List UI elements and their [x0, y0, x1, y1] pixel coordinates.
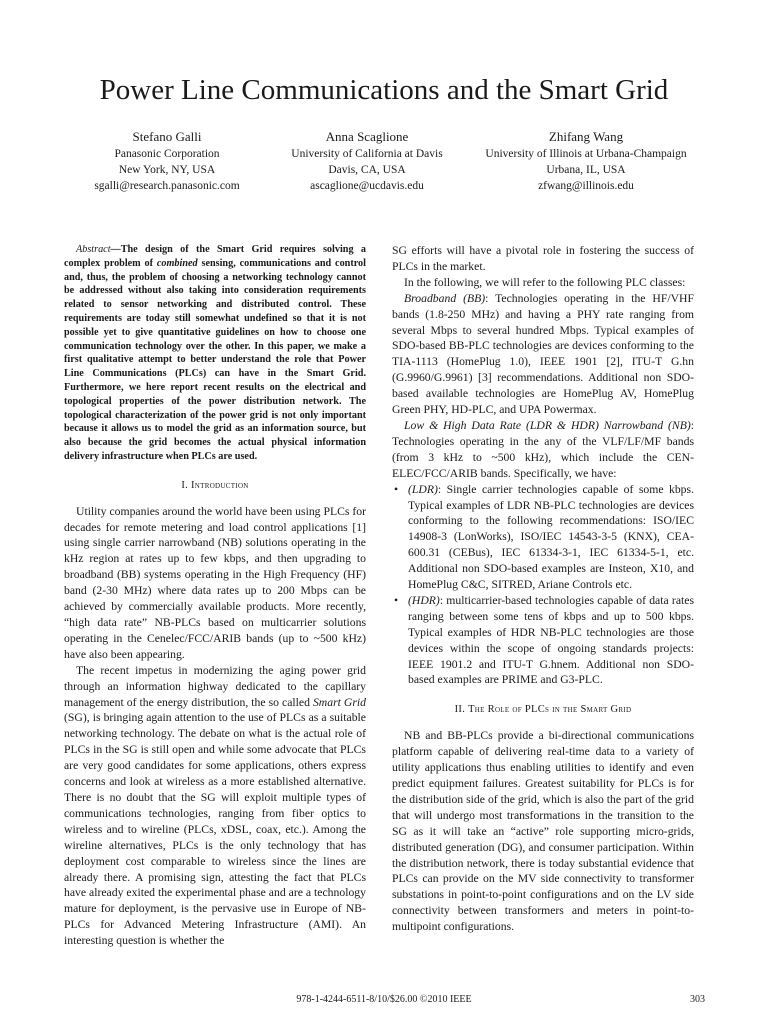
- bullet-icon: •: [394, 593, 399, 607]
- author-name: Zhifang Wang: [548, 129, 624, 144]
- paragraph-text: The recent impetus in modernizing the aging power grid through an information highway dedicated to the capillary management of the energy distribution, the so called: [64, 663, 366, 709]
- plc-classes-intro: In the following, we will refer to the following PLC classes:: [404, 275, 686, 289]
- author-email: ascaglione@ucdavis.edu: [310, 180, 424, 192]
- author-name: Stefano Galli: [132, 129, 202, 144]
- bb-definition: [392, 291, 694, 418]
- list-item: [392, 593, 694, 688]
- list-item-text: : multicarrier-based technologies capable of data rates ranging between some tens of kbps and up to 500 kbps. Typical examples of HDR NB-PLC technologies are those devices within the scope of ongoing standards projects: IEEE 1901.2 and ITU-T G.hnem. Additional non SDO-based examples are PRIME and G3-PLC.: [408, 593, 694, 687]
- intro-paragraph-1: Utility companies around the world have been using PLCs for decades for remote metering and load control applications [1] using single carrier narrowband (NB) solutions operating in the kHz region at rates up to few kbps, and then upgrading to broadband (BB) systems operating in the High Frequency (HF) band (2-30 MHz) where data rates up to 200 Mbps can be achieved by commercially available products. More recently, “high data rate” NB-PLCs based on multicarrier solutions operating in the Cenelec/FCC/ARIB bands (up to ~500 kHz) have also been appearing.: [64, 504, 366, 661]
- section-heading-introduction: [64, 478, 366, 494]
- section-title: Introduction: [191, 479, 249, 491]
- list-item-text: : Single carrier technologies capable of some kbps. Typical examples of LDR NB-PLC technologies are devices conforming to the following recommendations: ISO/IEC 14908-3 (LonWorks), ISO/IEC 14543-3-5 (KNX), CEA-600.31 (CEBus), IEC 61334-3-1, IEC 61334-5-1, etc. Additional non SDO-based examples are Insteon, X10, and HomePlug C&C, SITRED, Ariane Controls etc.: [408, 482, 694, 592]
- section-number: II.: [454, 704, 466, 716]
- paper-title: Power Line Communications and the Smart Grid: [99, 74, 669, 106]
- list-item-label: (HDR): [408, 593, 440, 607]
- author-3: [455, 128, 717, 194]
- definition-text: : Technologies operating in the HF/VHF bands (1.8-250 MHz) and having a PHY rate ranging from several Mbps to several hundred Mbps. Typical examples of SDO-based BB-PLC technologies are devices conforming to the TIA-1113 (HomePlug 1.0), IEEE 1901 [2], ITU-T G.hn (G.9960/G.9961) [3] recommendations. Additional non SDO-based available technologies are HomePlug AV, HomePlug Green PHY, HD-PLC, and UPA Powermax.: [392, 291, 694, 417]
- author-name: Anna Scaglione: [325, 129, 409, 144]
- section-title: The Role of PLCs in the Smart Grid: [468, 704, 632, 716]
- section-heading-role: [392, 702, 694, 718]
- author-affiliation: University of California at Davis: [291, 148, 443, 160]
- definition-text: : Technologies operating in the any of the VLF/LF/MF bands (from 3 kHz to ~500 kHz), which include the CEN-ELEC/FCC/ARIB bands. Specifically, we have:: [392, 418, 694, 480]
- author-location: Urbana, IL, USA: [546, 164, 626, 176]
- abstract-emphasis: combined: [156, 257, 198, 269]
- nb-definition: [392, 418, 694, 482]
- left-column: [64, 243, 366, 949]
- role-paragraph: NB and BB-PLCs provide a bi-directional communications platform capable of delivering real-time data to a variety of utility applications thus enabling utilities to identify and even predict equipment failures. Greatest suitability for PLCs is for the distribution side of the grid, which is also the part of the grid that will undergo most transformations in the transition to the SG as it will take an “active” role supporting micro-grids, distributed generation (DG), and consumer participation. Within the distribution network, there is today substantial evidence that PLCs can provide on the MV side connectivity to transformer substations in point-to-point configurations and on the LV side connectivity between transformers and meters in point-to-multipoint configurations.: [392, 729, 694, 934]
- author-1: [60, 128, 274, 194]
- author-location: Davis, CA, USA: [328, 164, 406, 176]
- intro-paragraph-2: [64, 663, 366, 949]
- bullet-icon: •: [394, 482, 399, 496]
- continued-paragraph: SG efforts will have a pivotal role in fostering the success of PLCs in the market.: [392, 244, 694, 273]
- author-affiliation: University of Illinois at Urbana-Champaign: [485, 148, 687, 160]
- page-number: 303: [690, 994, 705, 1005]
- abstract-text: The design of the Smart Grid requires solving a complex problem of: [64, 244, 366, 269]
- plc-class-list: [392, 482, 694, 689]
- abstract-dash: —: [110, 244, 121, 255]
- paragraph-emphasis: Smart Grid: [312, 695, 366, 709]
- right-column: [392, 243, 694, 935]
- abstract: [64, 243, 366, 464]
- author-2: [262, 128, 472, 194]
- list-item: [392, 482, 694, 593]
- abstract-label: Abstract: [76, 244, 111, 255]
- paragraph-text: (SG), is bringing again attention to the use of PLCs as a suitable networking technology. The debate on what is the actual role of PLCs in the SG is still open and while some advocate that PLCs are very good candidates for some applications, others express concerns and look at wireless as a more established alternative. There is no doubt that the SG will exploit multiple types of communications technologies, ranging from fiber optics to wireless and to wireline (PLCs, xDSL, coax, etc.). Among the wireline alternatives, PLCs is the only technology that has deployment cost comparable to wireless since the lines are already there. A promising sign, attesting the fact that PLCs have already exited the experimental phase and are a technology mature for deployment, is the pervasive use in Europe of NB-PLCs for Advanced Metering Infrastructure (AMI). An interesting question is whether the: [64, 711, 366, 948]
- list-item-label: (LDR): [408, 482, 438, 496]
- footer-isbn: 978-1-4244-6511-8/10/$26.00 ©2010 IEEE: [296, 994, 472, 1005]
- abstract-text: sensing, communications and control and, thus, the problem of choosing a networking technology cannot be addressed without also taking into consideration requirements related to sensor networking and distributed control. These requirements are today still somewhat undefined so that it is not possible yet to give quantitative guidelines on how to choose one communication technology over the other. In this paper, we make a first qualitative attempt to better understand the role that Power Line Communications (PLCs) can have in the Smart Grid. Furthermore, we here report recent results on the electrical and topological properties of the power distribution network. The topological characterization of the power grid is not only important because it allows us to model the grid as an information source, but also because the grid becomes the actual physical information delivery infrastructure when PLCs are used.: [64, 257, 366, 462]
- definition-label: Low & High Data Rate (LDR & HDR) Narrowband (NB): [404, 418, 691, 432]
- author-email: sgalli@research.panasonic.com: [94, 180, 240, 192]
- section-number: I.: [181, 479, 189, 491]
- definition-label: Broadband (BB): [404, 291, 486, 305]
- author-location: New York, NY, USA: [118, 164, 216, 176]
- author-affiliation: Panasonic Corporation: [114, 148, 220, 160]
- author-email: zfwang@illinois.edu: [538, 180, 634, 192]
